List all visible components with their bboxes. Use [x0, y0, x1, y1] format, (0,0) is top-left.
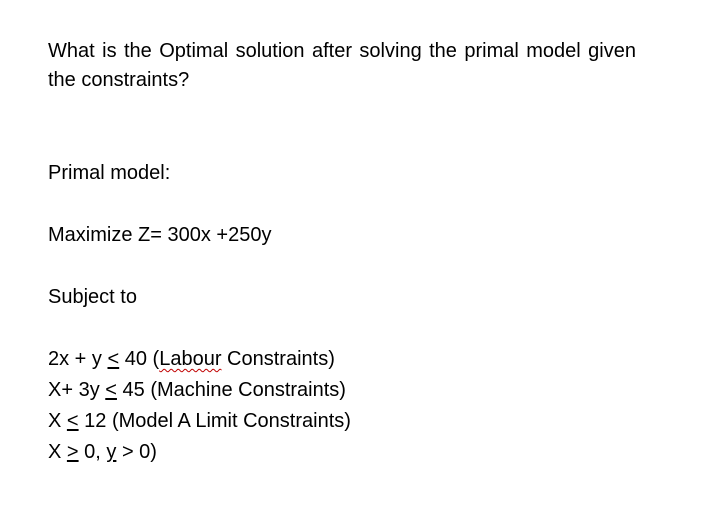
constraint-model-a-rhs: 12 (Model A Limit Constraints)	[78, 410, 351, 432]
greater-equal-symbol: >	[66, 441, 79, 463]
subject-to-label: Subject to	[48, 286, 137, 308]
constraint-nonneg-lhs: X	[48, 441, 67, 463]
constraint-labour-tail: Constraints)	[221, 348, 335, 370]
constraint-nonneg-tail: > 0)	[116, 441, 157, 463]
constraint-machine-lhs: X+ 3y	[48, 379, 106, 401]
constraint-machine-rhs: 45 (Machine Constraints)	[116, 379, 346, 401]
constraint-nonneg-mid: 0,	[78, 441, 107, 463]
less-equal-symbol: <	[66, 410, 79, 432]
objective-function: Maximize Z= 300x +250y	[48, 224, 272, 246]
constraint-labour-rhs: 40 (	[119, 348, 160, 370]
question-text: What is the Optimal solution after solving the primal model given the constraints?	[48, 40, 636, 91]
less-equal-symbol: <	[105, 379, 117, 401]
less-equal-symbol: <	[107, 348, 120, 370]
spellcheck-flagged-word: Labour	[159, 348, 222, 370]
constraint-model-a-lhs: X	[48, 410, 67, 432]
constraint-labour	[48, 344, 335, 375]
constraint-non-negativity	[48, 437, 157, 468]
constraint-labour-lhs: 2x + y	[48, 348, 108, 370]
primal-model-heading: Primal model:	[48, 162, 171, 184]
constraint-model-a	[48, 406, 351, 437]
constraint-machine	[48, 375, 346, 406]
variable-y: y	[106, 441, 117, 463]
